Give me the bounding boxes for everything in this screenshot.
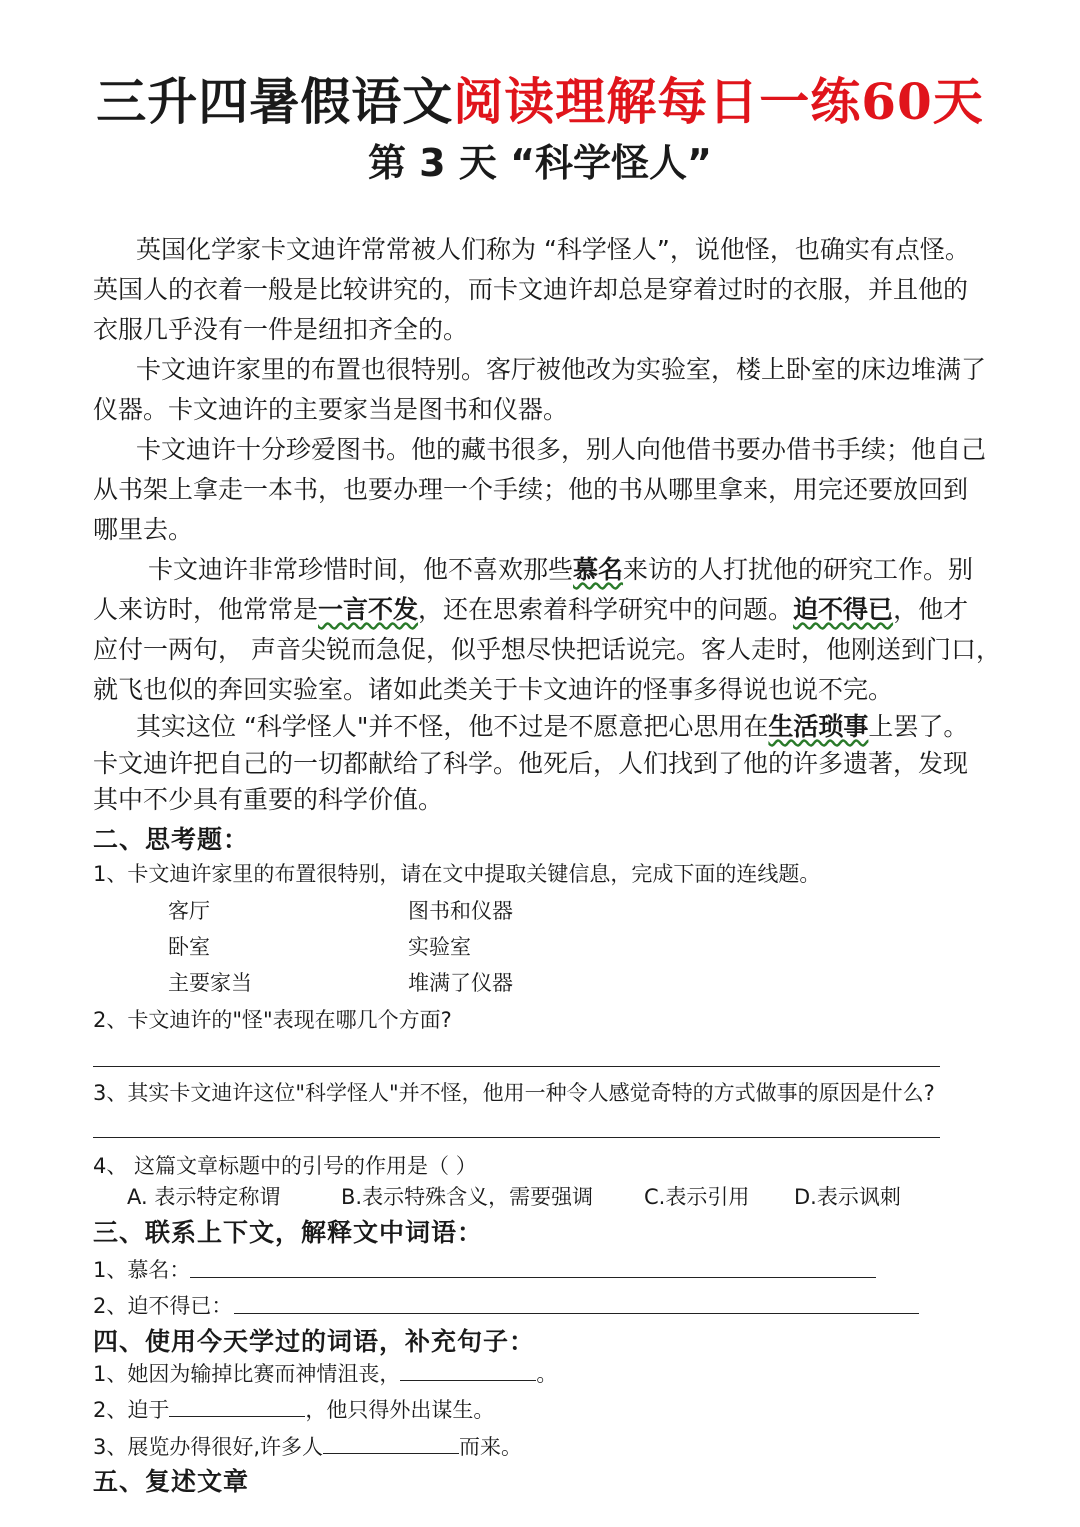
passage-line: 仪器。卡文迪许的主要家当是图书和仪器。: [93, 395, 569, 424]
match-right-item[interactable]: 堆满了仪器: [408, 971, 513, 995]
answer-line-q2[interactable]: [93, 1066, 940, 1067]
question-2: 2、卡文迪许的"怪"表现在哪几个方面?: [93, 1008, 452, 1032]
word-question-2: 2、迫不得已：: [93, 1294, 233, 1318]
keyword-yiyanbufa: 一言不发: [318, 595, 419, 624]
section-heading: 二、思考题：: [93, 825, 250, 854]
word-question-1: 1、慕名：: [93, 1258, 191, 1282]
passage-line: 卡文迪许把自己的一切都献给了科学。他死后，人们找到了他的许多遗著，发现: [93, 749, 969, 778]
answer-line-w1[interactable]: [190, 1277, 876, 1278]
passage-line: 英国化学家卡文迪许常常被人们称为 “科学怪人”，说他怪，也确实有点怪。: [136, 235, 970, 264]
fill-blank[interactable]: [323, 1431, 459, 1454]
keyword-muming: 慕名: [573, 555, 624, 584]
passage-line: 哪里去。: [93, 515, 194, 544]
fill-blank[interactable]: [169, 1394, 305, 1417]
passage-line: 人来访时，他常常是一言不发，还在思索着科学研究中的问题。迫不得已，他才: [93, 595, 969, 624]
passage-line: 卡文迪许十分珍爱图书。他的藏书很多，别人向他借书要办借书手续；他自己: [136, 435, 987, 464]
keyword-pobudeyi: 迫不得已: [793, 595, 894, 624]
passage-line: 衣服几乎没有一件是纽扣齐全的。: [93, 315, 469, 344]
question-3: 3、其实卡文迪许这位"科学怪人"并不怪，他用一种令人感觉奇特的方式做事的原因是什么?: [93, 1081, 935, 1105]
option-a[interactable]: A. 表示特定称谓: [127, 1185, 281, 1209]
passage-line: 应付一两句， 声音尖锐而急促，似乎想尽快把话说完。客人走时，他刚送到门口，: [93, 635, 1001, 664]
page-subtitle: 第 3 天 “科学怪人”: [367, 141, 713, 185]
match-right-item[interactable]: 图书和仪器: [408, 899, 513, 923]
page-title: [0, 62, 1080, 134]
title-black: 三升四暑假语文: [96, 72, 454, 131]
passage-line: 从书架上拿走一本书，也要办理一个手续；他的书从哪里拿来，用完还要放回到: [93, 475, 969, 504]
sentence-3: 3、展览办得很好,许多人 而来。: [93, 1431, 522, 1461]
passage-line: 就飞也似的奔回实验室。诸如此类关于卡文迪许的怪事多得说也说不完。: [93, 675, 894, 704]
question-1: 1、卡文迪许家里的布置很特别，请在文中提取关键信息，完成下面的连线题。: [93, 862, 821, 886]
option-b[interactable]: B.表示特殊含义，需要强调: [341, 1185, 594, 1209]
keyword-shenghuosuoshi: 生活琐事: [768, 712, 869, 741]
option-c[interactable]: C.表示引用: [644, 1185, 750, 1209]
match-left-item[interactable]: 卧室: [168, 935, 210, 959]
section-heading: 三、联系上下文，解释文中词语：: [93, 1218, 484, 1247]
match-left-item[interactable]: 主要家当: [168, 971, 252, 995]
answer-line-w2[interactable]: [234, 1313, 919, 1314]
sentence-2: 2、迫于 ，他只得外出谋生。: [93, 1394, 494, 1424]
sentence-1: 1、她因为输掉比赛而神情沮丧， 。: [93, 1358, 557, 1388]
match-right-item[interactable]: 实验室: [408, 935, 471, 959]
passage-line: 英国人的衣着一般是比较讲究的，而卡文迪许却总是穿着过时的衣服，并且他的: [93, 275, 969, 304]
title-red: 阅读理解每日一练60天: [453, 72, 984, 131]
passage-line: 其实这位 “科学怪人"并不怪，他不过是不愿意把心思用在生活琐事上罢了。: [136, 712, 969, 741]
match-left-item[interactable]: 客厅: [168, 899, 210, 923]
passage-line: 其中不少具有重要的科学价值。: [93, 785, 444, 814]
section-heading: 五、复述文章: [93, 1467, 250, 1496]
passage-line: 卡文迪许家里的布置也很特别。客厅被他改为实验室，楼上卧室的床边堆满了: [136, 355, 987, 384]
section-heading: 四、使用今天学过的词语，补充句子：: [93, 1327, 536, 1356]
passage-line: 卡文迪许非常珍惜时间，他不喜欢那些慕名来访的人打扰他的研究工作。别: [148, 555, 974, 584]
fill-blank[interactable]: [400, 1358, 536, 1381]
option-d[interactable]: D.表示讽刺: [794, 1185, 901, 1209]
question-4: 4、 这篇文章标题中的引号的作用是（ ）: [93, 1154, 477, 1178]
answer-line-q3[interactable]: [93, 1137, 940, 1138]
